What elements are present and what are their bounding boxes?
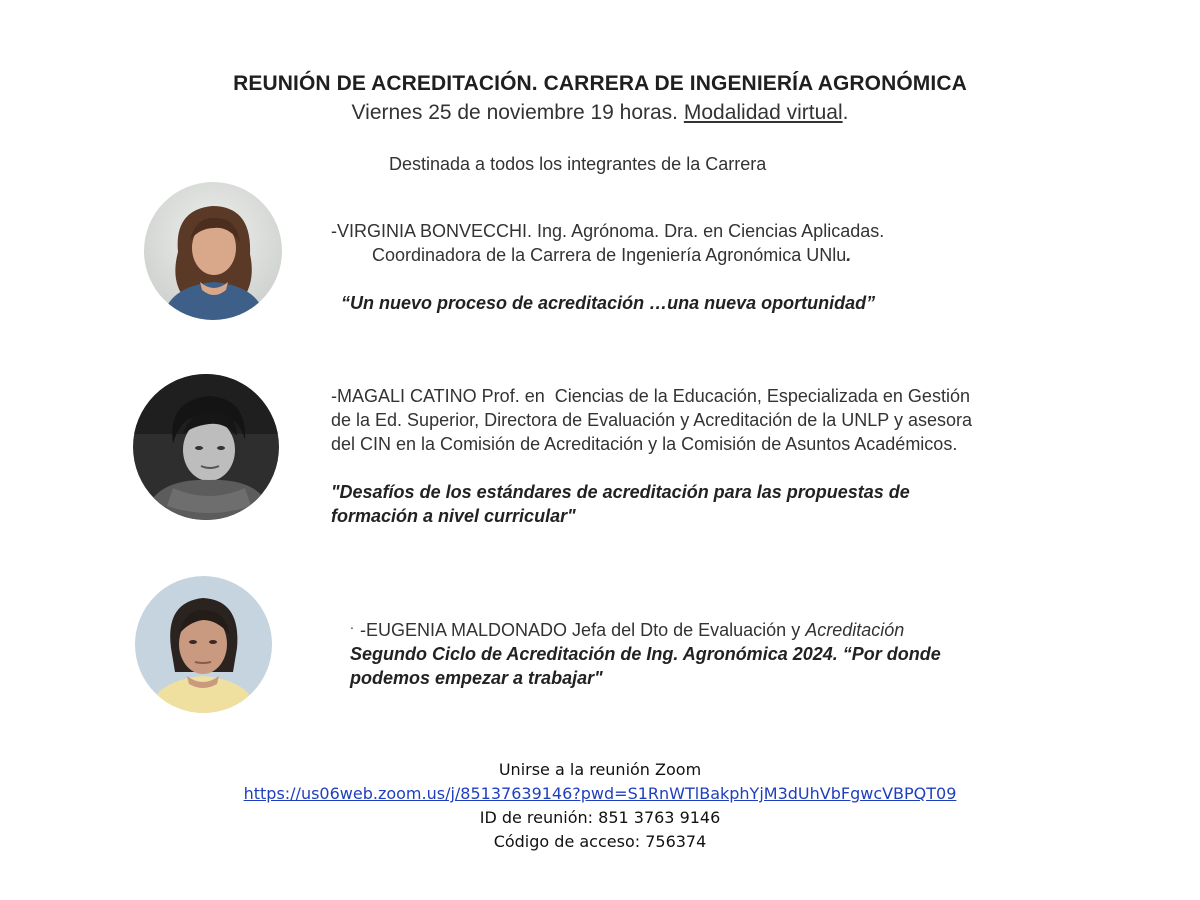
speaker-1-talk-title: “Un nuevo proceso de acreditación …una nueva oportunidad” (341, 293, 876, 313)
speaker-3-talk-title-line2: podemos empezar a trabajar" (350, 668, 603, 688)
speaker-1-bio-line1: -VIRGINIA BONVECCHI. Ing. Agrónoma. Dra. en Ciencias Aplicadas. (331, 221, 885, 241)
page-title: REUNIÓN DE ACREDITACIÓN. CARRERA DE INGENIERÍA AGRONÓMICA (233, 72, 967, 95)
speaker-3-bio-line1 (350, 594, 904, 642)
speaker-2-talk-title-line2: formación a nivel curricular" (331, 506, 576, 526)
speaker-2-bio-line1: -MAGALI CATINO Prof. en Ciencias de la Educación, Especializada en Gestión (331, 386, 970, 406)
speaker-2-bio-line3: del CIN en la Comisión de Acreditación y la Comisión de Asuntos Académicos. (331, 434, 958, 454)
speaker-2-bio-line2: de la Ed. Superior, Directora de Evaluación y Acreditación de la UNLP y asesora (331, 410, 973, 430)
event-date-subtitle (0, 101, 1200, 125)
zoom-join-label: Unirse a la reunión Zoom (498, 760, 702, 779)
speaker-1-bio-line2 (372, 243, 851, 267)
event-modality: Modalidad virtual (683, 101, 843, 124)
speaker-3-photo (135, 576, 272, 713)
speaker-2-talk-title-line1: "Desafíos de los estándares de acreditación para las propuestas de (331, 482, 910, 502)
speaker-1-role-period: . (846, 245, 852, 265)
speaker-1-photo (144, 182, 282, 320)
speaker-3-dot: . (350, 616, 354, 632)
audience-note: Destinada a todos los integrantes de la Carrera (389, 154, 767, 174)
zoom-meeting-id: ID de reunión: 851 3763 9146 (479, 808, 721, 827)
speaker-3-talk-title-line1: Segundo Ciclo de Acreditación de Ing. Agronómica 2024. “Por donde (350, 644, 941, 664)
subtitle-period: . (842, 101, 849, 124)
zoom-info (0, 758, 1200, 854)
zoom-passcode: Código de acceso: 756374 (493, 832, 707, 851)
speaker-3-role-italic: Acreditación (805, 620, 905, 640)
zoom-meeting-link[interactable]: https://us06web.zoom.us/j/85137639146?pwd=S1RnWTlBakphYjM3dUhVbFgwcVBPQT09 (243, 784, 957, 803)
speaker-2-photo (133, 374, 279, 520)
speaker-1-role: Coordinadora de la Carrera de Ingeniería Agronómica UNlu (372, 245, 847, 265)
speaker-3-name-role: -EUGENIA MALDONADO Jefa del Dto de Evaluación y (360, 620, 806, 640)
event-date: Viernes 25 de noviembre 19 horas. (351, 101, 679, 124)
